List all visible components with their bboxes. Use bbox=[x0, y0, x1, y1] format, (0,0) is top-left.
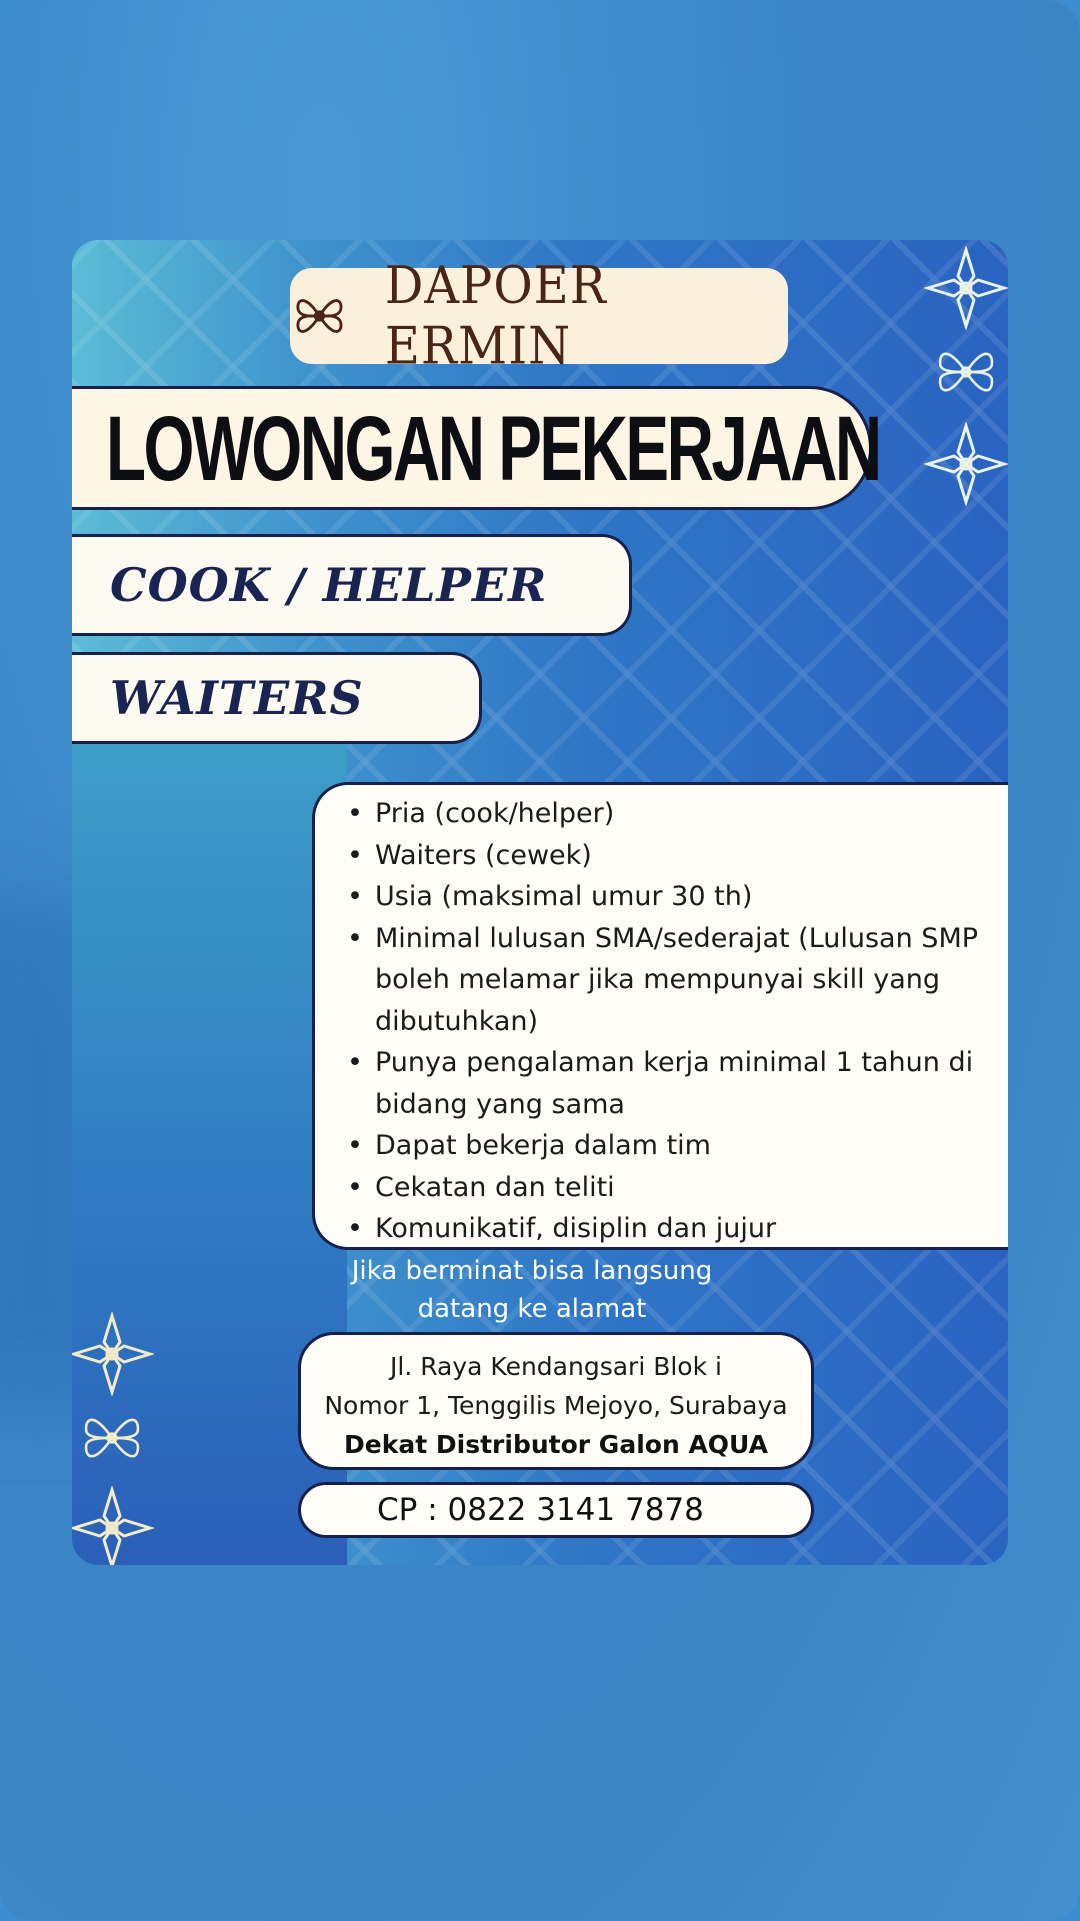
batik-ornament-icon bbox=[72, 1312, 154, 1396]
batik-ornament-icon bbox=[72, 1486, 154, 1565]
batik-ornament-icon bbox=[76, 1402, 148, 1474]
invite-line: datang ke alamat bbox=[417, 1294, 647, 1324]
batik-ornament-icon bbox=[924, 246, 1008, 330]
address-landmark: Dekat Distributor Galon AQUA bbox=[344, 1430, 768, 1459]
batik-flower-icon bbox=[290, 285, 349, 347]
position-cook-helper bbox=[72, 534, 632, 636]
requirement-item: • Minimal lulusan SMA/sederajat (Lulusan SMP boleh melamar jika mempunyai skill yang dibutuhkan) bbox=[345, 918, 992, 1043]
requirement-item: • Pria (cook/helper) bbox=[345, 793, 992, 835]
requirement-item: • Usia (maksimal umur 30 th) bbox=[345, 876, 992, 918]
invite-text bbox=[342, 1252, 722, 1328]
requirement-item: • Cekatan dan teliti bbox=[345, 1167, 992, 1209]
requirement-item: • Komunikatif, disiplin dan jujur bbox=[345, 1208, 992, 1250]
address-line: Nomor 1, Tenggilis Mejoyo, Surabaya bbox=[324, 1391, 788, 1420]
batik-ornament-icon bbox=[930, 336, 1002, 408]
invite-line: Jika berminat bisa langsung bbox=[351, 1256, 713, 1286]
requirement-item: • Waiters (cewek) bbox=[345, 835, 992, 877]
batik-ornament-icon bbox=[924, 422, 1008, 506]
position-label: COOK / HELPER bbox=[110, 558, 548, 612]
brand-badge bbox=[290, 255, 788, 377]
headline-title: LOWONGAN PEKERJAAN bbox=[106, 395, 880, 500]
requirement-item: • Punya pengalaman kerja minimal 1 tahun di bidang yang sama bbox=[345, 1042, 992, 1125]
position-label: WAITERS bbox=[110, 671, 364, 725]
address-line: Jl. Raya Kendangsari Blok i bbox=[390, 1352, 722, 1381]
requirement-item: • Dapat bekerja dalam tim bbox=[345, 1125, 992, 1167]
requirements-box bbox=[312, 782, 1008, 1250]
brand-name: DAPOER ERMIN bbox=[384, 255, 607, 377]
position-waiters bbox=[72, 652, 482, 744]
headline-banner bbox=[72, 386, 880, 510]
requirements-list bbox=[345, 793, 992, 1250]
job-poster bbox=[72, 240, 1008, 1565]
address-box bbox=[298, 1332, 814, 1470]
contact-phone: CP : 0822 3141 7878 bbox=[298, 1482, 814, 1538]
